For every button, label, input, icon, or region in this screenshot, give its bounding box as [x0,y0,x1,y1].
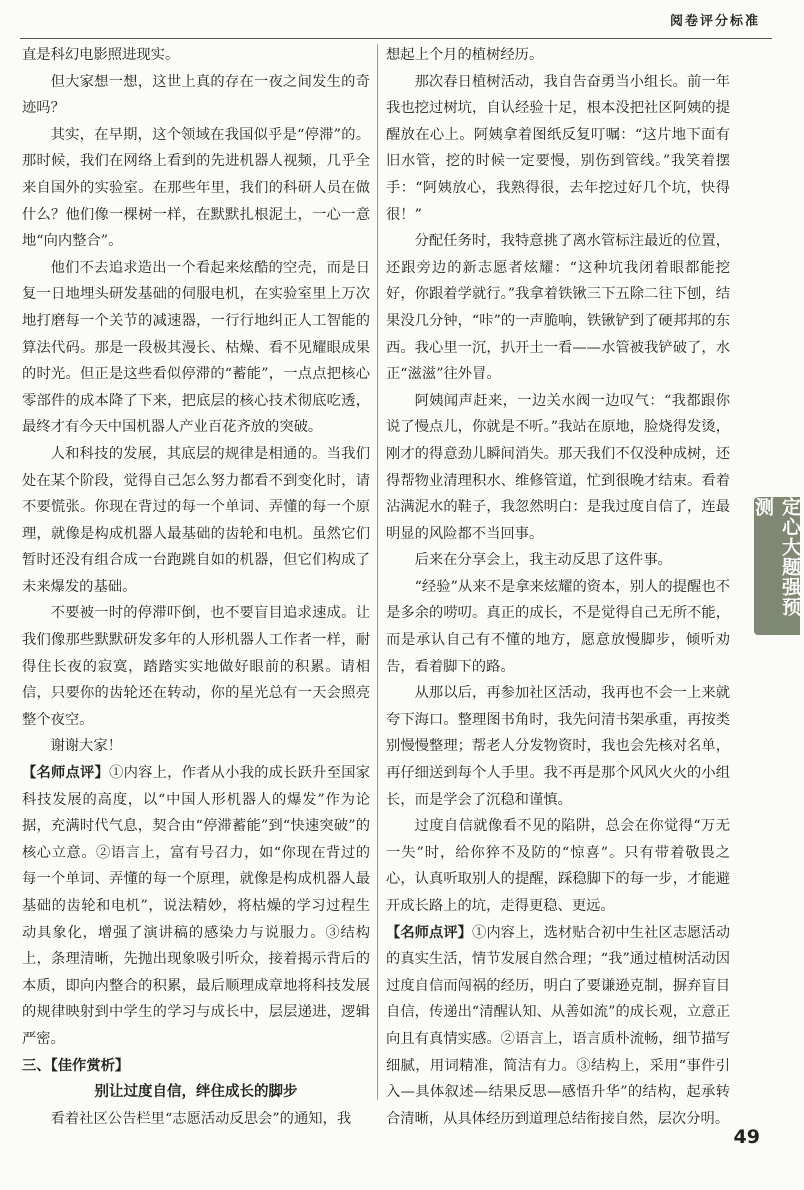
teacher-comment [386,920,730,1133]
comment-text: ①内容上，作者从小我的成长跃升至国家科技发展的高度，以“中国人形机器人的爆发”作为论据，充满时代气息，契合由“停滞蓄能”到“快速突破”的核心立意。②语言上，富有号召力，如“你现在背过的每一个单词、弄懂的每一个原理，就像是构成机器人最基础的齿轮和电机”，说法精妙，将枯燥的学习过程生动具象化，增强了演讲稿的感染力与说服力。③结构上，条理清晰，先抛出现象吸引听众，接着揭示背后的本质，即向内整合的积累，最后顺理成章地将科技发展的规律映射到中学生的学习与成长中，层层递进，逻辑严密。 [22,765,371,1047]
paragraph: 那次春日植树活动，我自告奋勇当小组长。前一年我也挖过树坑，自认经验十足，根本没把社区阿姨的提醒放在心上。阿姨拿着图纸反复叮嘱：“这片地下面有旧水管，挖的时候一定要慢，别伤到管线。”我笑着摆手：“阿姨放心，我熟得很，去年挖过好几个坑，快得很！” [386,73,730,223]
paragraph: 看着社区公告栏里“志愿活动反思会”的通知，我 [50,1110,352,1127]
header-title: 阅卷评分标准 [669,14,760,29]
side-tab [754,497,800,635]
paragraph: 他们不去追求造出一个看起来炫酷的空壳，而是日复一日地埋头研发基础的伺服电机，在实验室里上万次地打磨每一个关节的减速器，一行行地纠正人工智能的算法代码。那是一段极其漫长、枯燥、看不见耀眼成果的时光。但正是这些看似停滞的“蓄能”，一点点把核心零部件的成本降了下来，把底层的核心技术彻底吃透，最终才有今天中国机器人产业百花齐放的突破。 [22,259,370,436]
paragraph: 过度自信就像看不见的陷阱，总会在你觉得“万无一失”时，给你猝不及防的“惊喜”。只有带着敬畏之心，认真听取别人的提醒，踩稳脚下的每一步，才能避开成长路上的坑，走得更稳、更远。 [386,818,730,914]
paragraph: 直是科幻电影照进现实。 [22,47,180,63]
essay-title: 别让过度自信，绊住成长的脚步 [94,1084,298,1101]
paragraph: 不要被一时的停滞吓倒，也不要盲目追求速成。让我们像那些默默研发多年的人形机器人工作者一样，耐得住长夜的寂寞，踏踏实实地做好眼前的积累。请相信，只要你的齿轮还在转动，你的星光总有一天会照亮整个夜空。 [22,605,370,728]
column-divider [377,44,378,1100]
paragraph: 阿姨闻声赶来，一边关水阀一边叹气：“我都跟你说了慢点儿，你就是不听。”我站在原地，脸烧得发烫，刚才的得意劲儿瞬间消失。那天我们不仅没种成树，还得帮物业清理积水、维修管道，忙到很晚才结束。看着沾满泥水的鞋子，我忽然明白：是我过度自信了，连最明显的风险都不当回事。 [386,392,730,542]
left-column [22,42,371,1127]
paragraph: 人和科技的发展，其底层的规律是相通的。当我们处在某个阶段，觉得自己怎么努力都看不到变化时，请不要慌张。你现在背过的每一个单词、弄懂的每一个原理，就像是构成机器人最基础的齿轮和电机。虽然它们暂时还没有组合成一台跑跳自如的机器，但它们构成了未来爆发的基础。 [22,445,370,595]
comment-tag: 【名师点评】 [22,765,110,782]
comment-tag: 【名师点评】 [386,924,473,941]
paragraph: 其实，在早期，这个领域在我国似乎是“停滞”的。那时候，我们在网络上看到的先进机器人视频，几乎全来自国外的实验室。在那些年里，我们的科研人员在做什么？他们像一棵树一样，在默默扎根泥土，一心一意地“向内整合”。 [22,126,370,250]
paragraph: 想起上个月的植树经历。 [386,47,544,63]
paragraph: 后来在分享会上，我主动反思了这件事。 [414,552,672,569]
header-rule [20,38,772,39]
paragraph: 但大家想一想，这世上真的存在一夜之间发生的奇迹吗？ [22,73,370,117]
page-number: 49 [733,1126,760,1148]
paragraph: 分配任务时，我特意挑了离水管标注最近的位置，还跟旁边的新志愿者炫耀：“这种坑我闭着眼都能挖好，你跟着学就行。”我拿着铁锹三下五除二往下刨，结果没几分钟，“咔”的一声脆响，铁锹铲到了硬邦邦的东西。我心里一沉，扒开土一看——水管被我铲破了，水正“滋滋”往外冒。 [386,233,730,383]
paragraph: 谢谢大家！ [50,738,123,755]
paragraph: 从那以后，再参加社区活动，我再也不会一上来就夸下海口。整理图书角时，我先问清书架承重，再按类别慢慢整理；帮老人分发物资时，我也会先核对名单，再仔细送到每个人手里。我不再是那个风风火火的小组长，而是学会了沉稳和谨慎。 [386,685,730,808]
teacher-comment [22,760,370,1053]
paragraph: “经验”从来不是拿来炫耀的资本，别人的提醒也不是多余的唠叨。真正的成长，不是觉得自己无所不能，而是承认自己有不懂的地方，愿意放慢脚步，倾听劝告，看着脚下的路。 [386,578,730,675]
comment-text: ①内容上，选材贴合初中生社区志愿活动的真实生活，情节发展自然合理；“我”通过植树活动因过度自信而闯祸的经历，明白了要谦逊克制，摒弃盲目自信，传递出“清醒认知、从善如流”的成长观，立意正向且有真情实感。②语言上，语言质朴流畅，细节描写细腻，用词精准，简洁有力。③结构上，采用“事件引入—具体叙述—结果反思—感悟升华”的结构，起承转合清晰，从具体经历到道理总结衔接自然，层次分明。 [386,924,731,1127]
section-title: 三、【佳作赏析】 [22,1057,130,1074]
side-tab-label: 定心大题强预测 [752,497,801,617]
right-column [386,42,731,1127]
